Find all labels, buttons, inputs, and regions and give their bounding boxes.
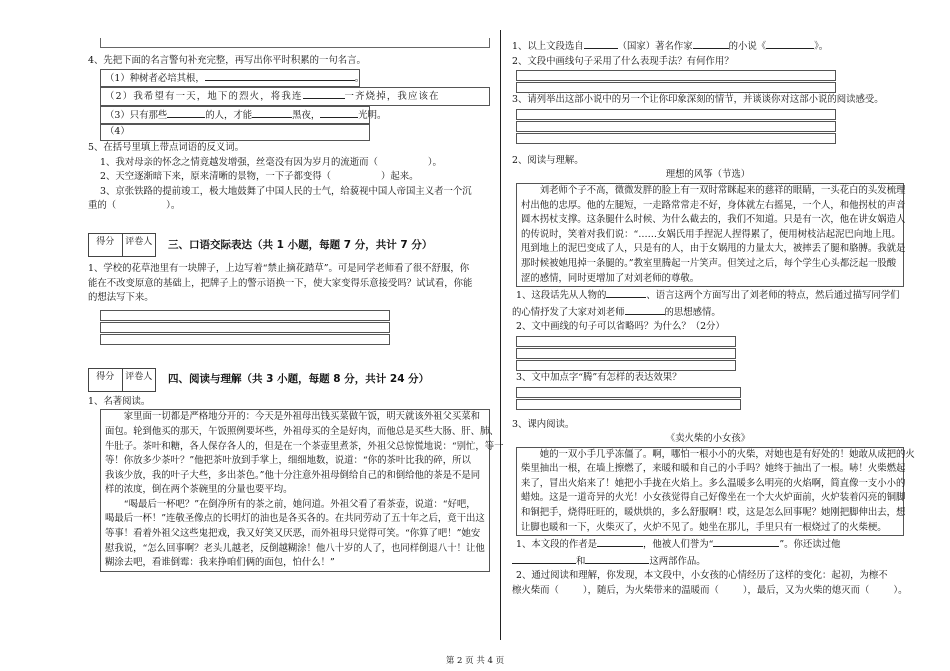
q4-item-1: （1）种树者必培其根， 。: [100, 69, 360, 88]
r-q1: 1、以上文段选自 （国家）著名作家 的小说《 》。: [512, 38, 904, 55]
read2-q3: 3、文中加点字“腾”有怎样的表达效果？: [516, 371, 682, 383]
reading-passage-3: 她的一双小手几乎冻僵了。啊，哪怕一根小小的火柴，对她也是有好处的！她敢从成把的火 柴里抽出一根，在墙上擦燃了，来暖和暖和自己的小手吗？她终于抽出了一根。哧！火柴燃起 来了，冒出火焰来了！她把小手拢在火焰上。多么温暖多么明亮的火焰啊，简直像一支小小的 蜡烛。这是一道奇异的火光！小女孩觉得自己好像坐在一个大火炉面前，火炉装着闪亮的铜脚 和铜把手，烧得旺旺的，暖烘烘的，多么舒服啊！哎，这是怎么回事呢？她刚把脚伸出去，想 让脚也暖和一下，火柴灭了，火炉不见了。她坐在那儿，手里只有一根烧过了的火柴梗。: [516, 447, 904, 537]
s3-q1-line2: 能在不改变原意的基础上，把牌子上的警示语换一下，使大家变得乐意接受吗？试试看，你能: [88, 277, 473, 289]
reading-passage-2: 刘老师个子不高，微微发胖的脸上有一双时常眯起来的慈祥的眼睛，一头花白的头发梳理 村出他的忠厚。他的左腿短，一走路常常走不好，身体就左右摇晃，一个人，和他拐杖的声音 圆木拐杖支撑。这条腿什么时候、为什么截去的，我们不知道。只是有一次，他在讲女娲造人 的传说时，笑着对我们说：“……女娲氏用手捏泥人捏得累了，便用树枝沾起泥巴向地上甩。 甩到地上的泥巴变成了人，只是有的人，由于女娲甩的力量太大，被摔丢了腿和胳膊。我就是 那时候被她甩掉一条腿的。”教室里腾起一片笑声。但笑过之后，每个学生心头都泛起一股酸 涩的感情，同时更增加了对刘老师的尊敬。: [516, 183, 904, 287]
read3-title: 《卖火柴的小女孩》: [665, 433, 751, 445]
question-5: 5、在括号里填上带点词语的反义词。: [88, 141, 244, 153]
read2-q1: 1、这段话先从人物的 、语言这两个方面写出了刘老师的特点，然后通过描写同学们: [516, 287, 904, 304]
left-column: [88, 38, 504, 572]
reviewer-label: 评卷人: [125, 236, 153, 247]
column-divider: [500, 30, 501, 640]
question-4: 4、先把下面的名言警句补充完整，再写出你平时积累的一句名言。: [88, 55, 366, 66]
read2-q2: 2、文中画线的句子可以省略吗？为什么？（2分）: [516, 321, 725, 333]
read3-q2-cont: 檫火柴而（ ），随后，为火柴带来的温暖而（ ），最后，又为火柴的熄灭而（ ）。: [512, 585, 908, 597]
q4-item-3: （3）只有那些 的人，才能 黑夜， 光明。: [100, 106, 370, 125]
r-q2: 2、文段中画线句子采用了什么表现手法？有何作用？: [512, 55, 734, 67]
answer-line: [100, 334, 390, 345]
answer-line: [516, 121, 836, 132]
read3-q1-cont: 和 这两部作品。: [512, 553, 904, 570]
q5-item-3-cont: 重的（ ）。: [88, 200, 181, 212]
answer-line: [516, 360, 736, 371]
score-label: 得分: [89, 234, 123, 256]
reviewer-label: 评卷人: [125, 371, 153, 382]
answer-line: [516, 348, 736, 359]
score-box: [88, 233, 156, 257]
section-4-header: [88, 367, 490, 393]
read3-q1: 1、本文段的作者是 ，他被人们誉为“ ”。你还读过他: [516, 536, 904, 553]
q4-item-4: （4）: [100, 124, 370, 141]
s4-q1-label: 1、名著阅读。: [88, 395, 151, 407]
read2-q1-cont: 的心情抒发了大家对刘老师 的思想感情。: [512, 304, 904, 321]
section-4-title: 四、阅读与理解（共 3 小题，每题 8 分，共计 24 分）: [168, 373, 430, 386]
answer-line: [516, 336, 736, 347]
page-footer: 第 2 页 共 4 页: [445, 656, 505, 666]
score-box: [88, 368, 156, 392]
q4-item-2: （2）我希望有一天，地下的烈火，将我连 一齐烧掉，我应该在: [100, 87, 490, 106]
answer-line: [100, 310, 390, 321]
s3-q1-line1: 1、学校的花草池里有一块牌子，上边写着“禁止摘花踏草”。可是同学老师看了很不舒服，你: [88, 262, 470, 274]
section-3-title: 三、口语交际表达（共 1 小题，每题 7 分，共计 7 分）: [168, 238, 433, 251]
answer-line: [516, 387, 741, 398]
answer-line: [516, 133, 836, 144]
s3-q1-line3: 的想法写下来。: [88, 292, 154, 304]
answer-line: [516, 109, 836, 120]
answer-line: [100, 38, 490, 48]
answer-line: [516, 70, 836, 81]
q5-item-1: 1、我对母亲的怀念之情竟越发增强，丝毫没有因为岁月的流逝而（ ）。: [100, 156, 442, 168]
score-label: 得分: [89, 369, 123, 391]
q5-item-2: 2、天空逐渐暗下来，原来清晰的景物，一下子都变得（ ）起来。: [100, 171, 419, 183]
right-column: [512, 38, 915, 599]
answer-line: [516, 82, 836, 93]
answer-line: [100, 322, 390, 333]
q5-item-3: 3、京张铁路的提前竣工，极大地鼓舞了中国人民的士气，给藐视中国人帝国主义者一个沉: [100, 185, 472, 197]
read3-q2: 2、通过阅读和理解，你发现，本文段中，小女孩的心情经历了这样的变化：起初，为檫不: [516, 570, 888, 582]
section-3-header: [88, 232, 490, 258]
read2-label: 2、阅读与理解。: [512, 154, 584, 166]
read2-title: 理想的风筝（节选）: [665, 169, 751, 181]
r-q3: 3、请列举出这部小说中的另一个让你印象深刻的情节，并谈谈你对这部小说的阅读感受。: [512, 94, 884, 106]
answer-line: [516, 399, 741, 410]
reading-passage-1: 家里面一切都是严格地分开的：今天是外祖母出钱买菜做午饭，明天就该外祖父买菜和 面包。轮到他买的那天，午饭照例要坏些，外祖母买的全是好肉，而他总是买些大肠、肝、肺、 牛肚子。茶叶和糖，各人保存各人的，但是在一个茶壶里煮茶，外祖父总惊慌地说：“别忙，等一 等！你放多少茶叶？”他把茶叶放到手掌上，细细地数，说道：“你的茶叶比我的碎，所以 我该少放，我的叶子大些，多出茶色。”他十分注意外祖母倒给自己的和倒给他的茶是不是同 样的浓度，倒在两个茶碗里的分量也要平均。 “喝最后一杯吧？”在倒净所有的茶之前，她问道。外祖父看了看茶壶，说道：“好吧， 喝最后一杯！”连敬圣像点的长明灯的油也是各买各的。在共同劳动了五十年之后，竟干出这 等事！看着外祖父这些鬼把戏，我又好笑又厌恶，而外祖母只觉得可笑。“你算了吧！”她安 慰我说，“怎么回事啊？老头儿越老，反倒越糊涂！他八十岁的人了，也同样倒退八十！让他 糊涂去吧，看谁倒霉：我来挣咱们俩的面包，怕什么！”: [100, 409, 490, 572]
read3-label: 3、课内阅读。: [512, 418, 575, 430]
